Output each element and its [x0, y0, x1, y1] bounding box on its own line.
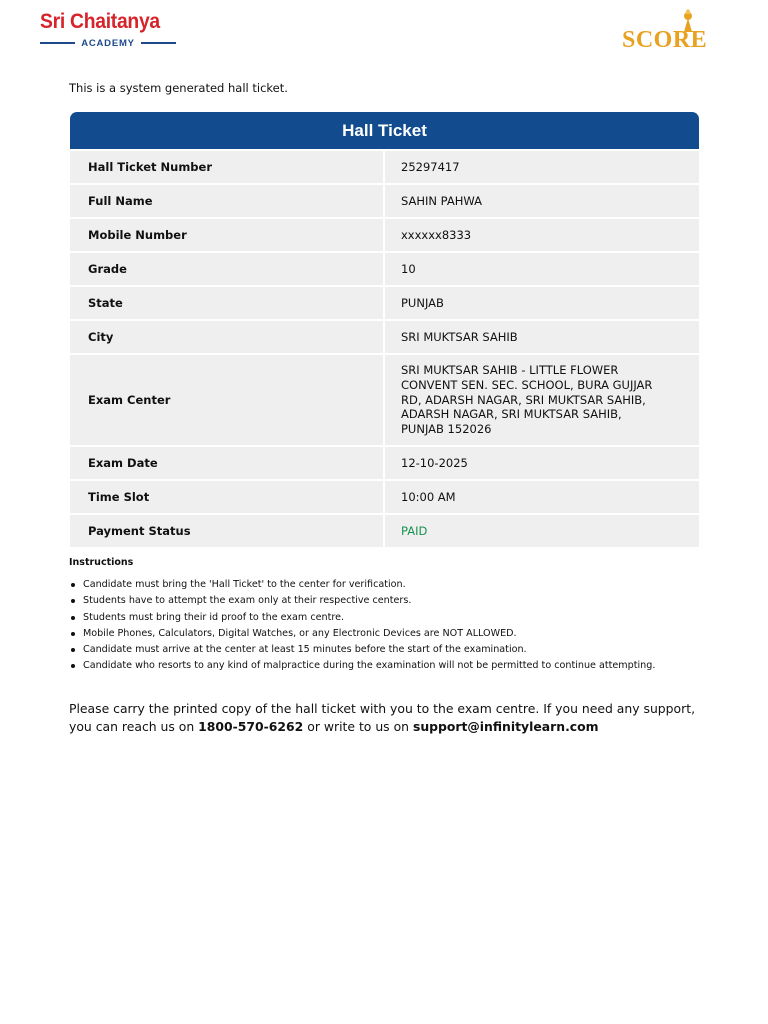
row-label: Exam Center — [70, 355, 383, 445]
list-item: Candidate who resorts to any kind of malpractice during the examination will not be permitted to continue attempting. — [69, 659, 699, 672]
address-line: CONVENT SEN. SEC. SCHOOL, BURA GUJJAR — [401, 377, 653, 392]
brand-sub: ACADEMY — [81, 37, 135, 49]
list-item: Students must bring their id proof to the exam centre. — [69, 611, 699, 624]
row-value: SAHIN PAHWA — [385, 185, 699, 217]
table-row — [70, 447, 699, 479]
table-row — [70, 355, 699, 445]
support-phone: 1800-570-6262 — [198, 719, 304, 734]
instructions-list — [69, 578, 699, 676]
address-line: ADARSH NAGAR, SRI MUKTSAR SAHIB, — [401, 407, 622, 422]
table-row — [70, 481, 699, 513]
row-value: SRI MUKTSAR SAHIB — [385, 321, 699, 353]
brand-name: Sri Chaitanya — [40, 10, 160, 33]
table-row — [70, 321, 699, 353]
list-item: Candidate must arrive at the center at least 15 minutes before the start of the examination. — [69, 643, 699, 656]
list-item: Students have to attempt the exam only at their respective centers. — [69, 594, 699, 607]
support-paragraph — [69, 700, 709, 736]
hall-ticket-table — [70, 112, 699, 547]
row-label: Time Slot — [70, 481, 383, 513]
address-line: RD, ADARSH NAGAR, SRI MUKTSAR SAHIB, — [401, 392, 646, 407]
score-logo — [622, 6, 732, 56]
address-line: PUNJAB 152026 — [401, 422, 492, 437]
brand-sub-row — [40, 36, 176, 50]
instructions-title: Instructions — [69, 557, 134, 568]
ticket-title: Hall Ticket — [70, 112, 699, 149]
row-label: Payment Status — [70, 515, 383, 547]
support-text-middle: or write to us on — [303, 719, 413, 734]
row-label: City — [70, 321, 383, 353]
row-value: 10 — [385, 253, 699, 285]
support-email: support@infinitylearn.com — [412, 719, 599, 734]
list-item: Mobile Phones, Calculators, Digital Watches, or any Electronic Devices are NOT ALLOWED. — [69, 627, 699, 640]
table-row — [70, 515, 699, 547]
exam-center-value — [385, 355, 699, 445]
row-value: 25297417 — [385, 151, 699, 183]
score-text: SCORE — [622, 27, 708, 53]
row-value: PUNJAB — [385, 287, 699, 319]
row-label: Mobile Number — [70, 219, 383, 251]
support-text-before: Please carry the printed copy of the hall ticket with you to the exam centre. If you need any support, you can reach us on — [69, 701, 696, 734]
row-label: State — [70, 287, 383, 319]
payment-status-badge: PAID — [385, 515, 699, 547]
table-row — [70, 185, 699, 217]
row-label: Full Name — [70, 185, 383, 217]
table-row — [70, 151, 699, 183]
row-label: Hall Ticket Number — [70, 151, 383, 183]
brand-rule-right — [141, 42, 176, 44]
row-value: 12-10-2025 — [385, 447, 699, 479]
row-label: Exam Date — [70, 447, 383, 479]
address-line: SRI MUKTSAR SAHIB - LITTLE FLOWER — [401, 363, 619, 377]
brand-rule-left — [40, 42, 75, 44]
row-value: 10:00 AM — [385, 481, 699, 513]
row-value: xxxxxx8333 — [385, 219, 699, 251]
table-row — [70, 219, 699, 251]
intro-text: This is a system generated hall ticket. — [69, 81, 288, 95]
table-row — [70, 287, 699, 319]
row-label: Grade — [70, 253, 383, 285]
table-row — [70, 253, 699, 285]
list-item: Candidate must bring the 'Hall Ticket' to the center for verification. — [69, 578, 699, 591]
sri-chaitanya-logo — [40, 10, 180, 49]
